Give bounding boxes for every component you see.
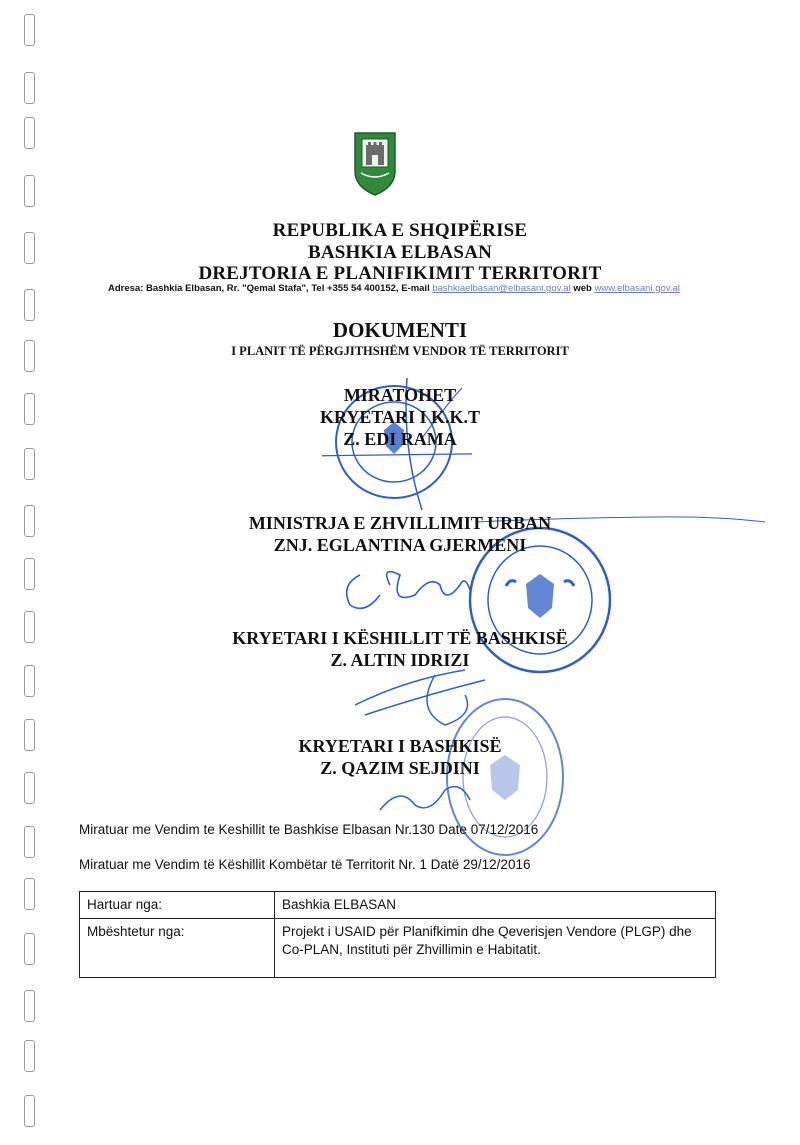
binder-hole bbox=[24, 117, 35, 149]
minister-title: MINISTRJA E ZHVILLIMIT URBAN bbox=[248, 513, 552, 533]
minister-block bbox=[0, 512, 800, 556]
binder-hole bbox=[24, 448, 35, 480]
email-link[interactable]: bashkiaelbasan@elbasani.gov.al bbox=[432, 283, 571, 294]
kkt-chair-title: KRYETARI I K.K.T bbox=[319, 407, 481, 427]
credits-table bbox=[79, 891, 716, 978]
minister-signature-icon bbox=[320, 555, 520, 620]
binder-hole bbox=[24, 175, 35, 207]
mayor-name: Z. QAZIM SEJDINI bbox=[320, 758, 480, 778]
binder-hole bbox=[24, 1040, 35, 1072]
document-subtitle: I PLANIT TË PËRGJITHSHËM VENDOR TË TERRITORIT bbox=[231, 344, 569, 358]
document-title: DOKUMENTI bbox=[332, 318, 468, 342]
binder-hole bbox=[24, 72, 35, 104]
web-link[interactable]: www.elbasani.gov.al bbox=[594, 283, 680, 294]
binder-hole bbox=[24, 878, 35, 910]
table-row bbox=[80, 892, 716, 919]
council-chair-title: KRYETARI I KËSHILLIT TË BASHKISË bbox=[232, 628, 568, 648]
approval-block bbox=[0, 384, 800, 450]
table-cell-label: Mbështetur nga: bbox=[80, 919, 275, 978]
binder-hole bbox=[24, 990, 35, 1022]
kkt-chair-name: Z. EDI RAMA bbox=[343, 429, 457, 449]
municipality-emblem-icon bbox=[353, 131, 397, 197]
binder-hole bbox=[24, 826, 35, 858]
mayor-block bbox=[0, 735, 800, 779]
table-cell-label: Hartuar nga: bbox=[80, 892, 275, 919]
table-cell-value: Projekt i USAID për Planifkimin dhe Qeverisjen Vendore (PLGP) dhe Co-PLAN, Instituti për Zhvillimin e Habitatit. bbox=[275, 919, 716, 978]
mayor-title: KRYETARI I BASHKISË bbox=[298, 736, 502, 756]
binder-hole bbox=[24, 14, 35, 46]
directorate-heading: DREJTORIA E PLANIFIKIMIT TERRITORIT bbox=[198, 263, 602, 284]
mayor-signature-icon bbox=[375, 775, 485, 820]
table-row bbox=[80, 919, 716, 978]
address-line bbox=[108, 283, 680, 294]
binder-hole bbox=[24, 558, 35, 590]
binder-hole bbox=[24, 933, 35, 965]
council-chair-name: Z. ALTIN IDRIZI bbox=[330, 650, 470, 670]
municipality-heading: BASHKIA ELBASAN bbox=[307, 242, 493, 263]
council-approval-note: Miratuar me Vendim te Keshillit te Bashkise Elbasan Nr.130 Date 07/12/2016 bbox=[79, 822, 539, 837]
table-cell-value: Bashkia ELBASAN bbox=[275, 892, 716, 919]
republic-heading: REPUBLIKA E SHQIPËRISE bbox=[272, 220, 528, 241]
minister-name: ZNJ. EGLANTINA GJERMENI bbox=[273, 535, 527, 555]
binder-hole bbox=[24, 289, 35, 321]
address-text: Adresa: Bashkia Elbasan, Rr. "Qemal Stafa", Tel +355 54 400152, E-mail bbox=[108, 283, 430, 294]
approval-title: MIRATOHET bbox=[343, 385, 457, 405]
kkt-approval-note: Miratuar me Vendim të Këshillit Kombëtar të Territorit Nr. 1 Datë 29/12/2016 bbox=[79, 857, 531, 872]
web-label: web bbox=[573, 283, 592, 294]
binder-hole bbox=[24, 1095, 35, 1127]
